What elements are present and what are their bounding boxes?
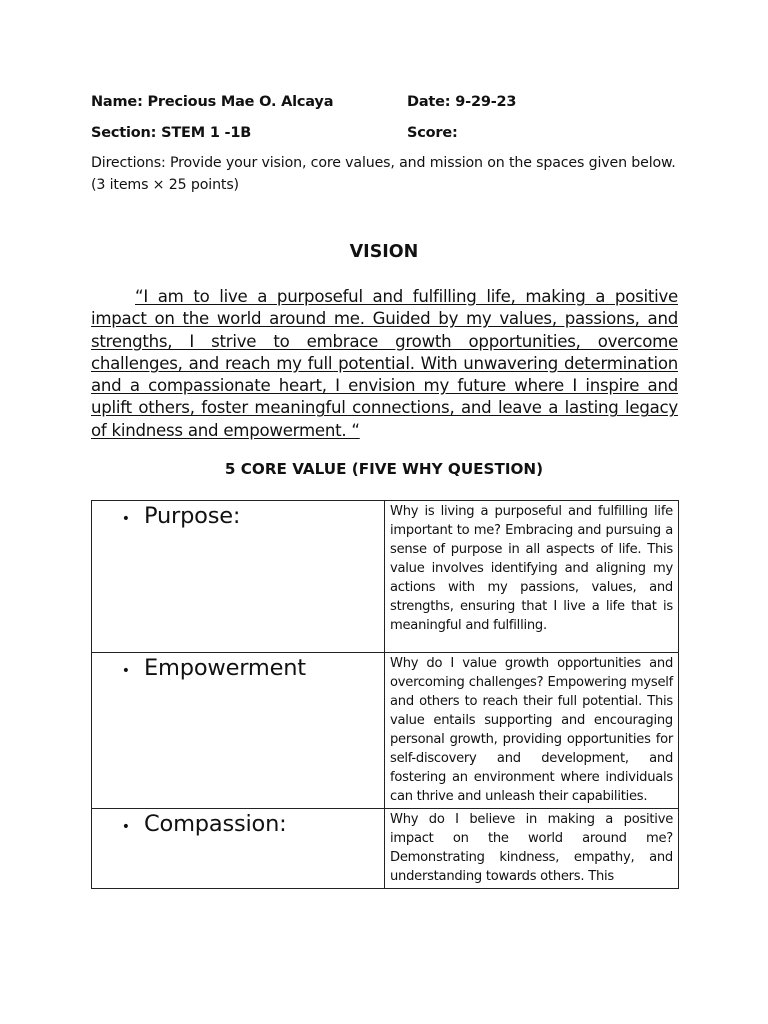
bullet-icon: • — [121, 663, 130, 679]
value-name-cell — [92, 653, 385, 809]
core-value-name: Compassion: — [144, 811, 287, 837]
date-field: Date: 9-29-23 — [407, 94, 517, 110]
directions-text: Directions: Provide your vision, core values, and mission on the spaces given below. (3 items × 25 points) — [91, 155, 676, 193]
bullet-icon: • — [121, 511, 130, 527]
value-description-cell — [385, 809, 679, 889]
table-row — [92, 809, 679, 889]
value-description-cell — [385, 653, 679, 809]
core-value-name: Empowerment — [144, 655, 306, 681]
core-value-description: Why do I value growth opportunities and overcoming challenges? Empowering myself and others to reach their full potential. This value entails supporting and encouraging personal growth, providing opportunities for self-discovery and development, and fostering an environment where individuals can thrive and unleash their capabilities. — [390, 656, 673, 804]
vision-heading: VISION — [349, 242, 419, 262]
vision-statement — [91, 286, 678, 442]
section-field: Section: STEM 1 -1B — [91, 125, 252, 141]
core-value-description: Why is living a purposeful and fulfilling life important to me? Embracing and pursuing a sense of purpose in all aspects of life. This value involves identifying and aligning my actions with my passions, values, and strengths, ensuring that I live a life that is meaningful and fulfilling. — [390, 504, 673, 633]
table-row — [92, 501, 679, 653]
core-values-table — [91, 500, 679, 889]
vision-statement-text: “I am to live a purposeful and fulfilling life, making a positive impact on the world around me. Guided by my values, passions, and strengths, I strive to embrace growth opportunities, overcome challenges, and reach my full potential. With unwavering determination and a compassionate heart, I envision my future where I inspire and uplift others, foster meaningful connections, and leave a lasting legacy of kindness and empowerment. “ — [91, 287, 678, 440]
score-field: Score: — [407, 125, 458, 141]
value-description-cell — [385, 501, 679, 653]
core-value-description: Why do I believe in making a positive impact on the world around me? Demonstrating kindness, empathy, and understanding towards others. This — [390, 812, 673, 884]
table-row — [92, 653, 679, 809]
student-name: Name: Precious Mae O. Alcaya — [91, 94, 334, 110]
core-values-heading: 5 CORE VALUE (FIVE WHY QUESTION) — [224, 460, 544, 478]
value-name-cell — [92, 501, 385, 653]
value-name-cell — [92, 809, 385, 889]
core-value-name: Purpose: — [144, 503, 241, 529]
bullet-icon: • — [121, 819, 130, 835]
